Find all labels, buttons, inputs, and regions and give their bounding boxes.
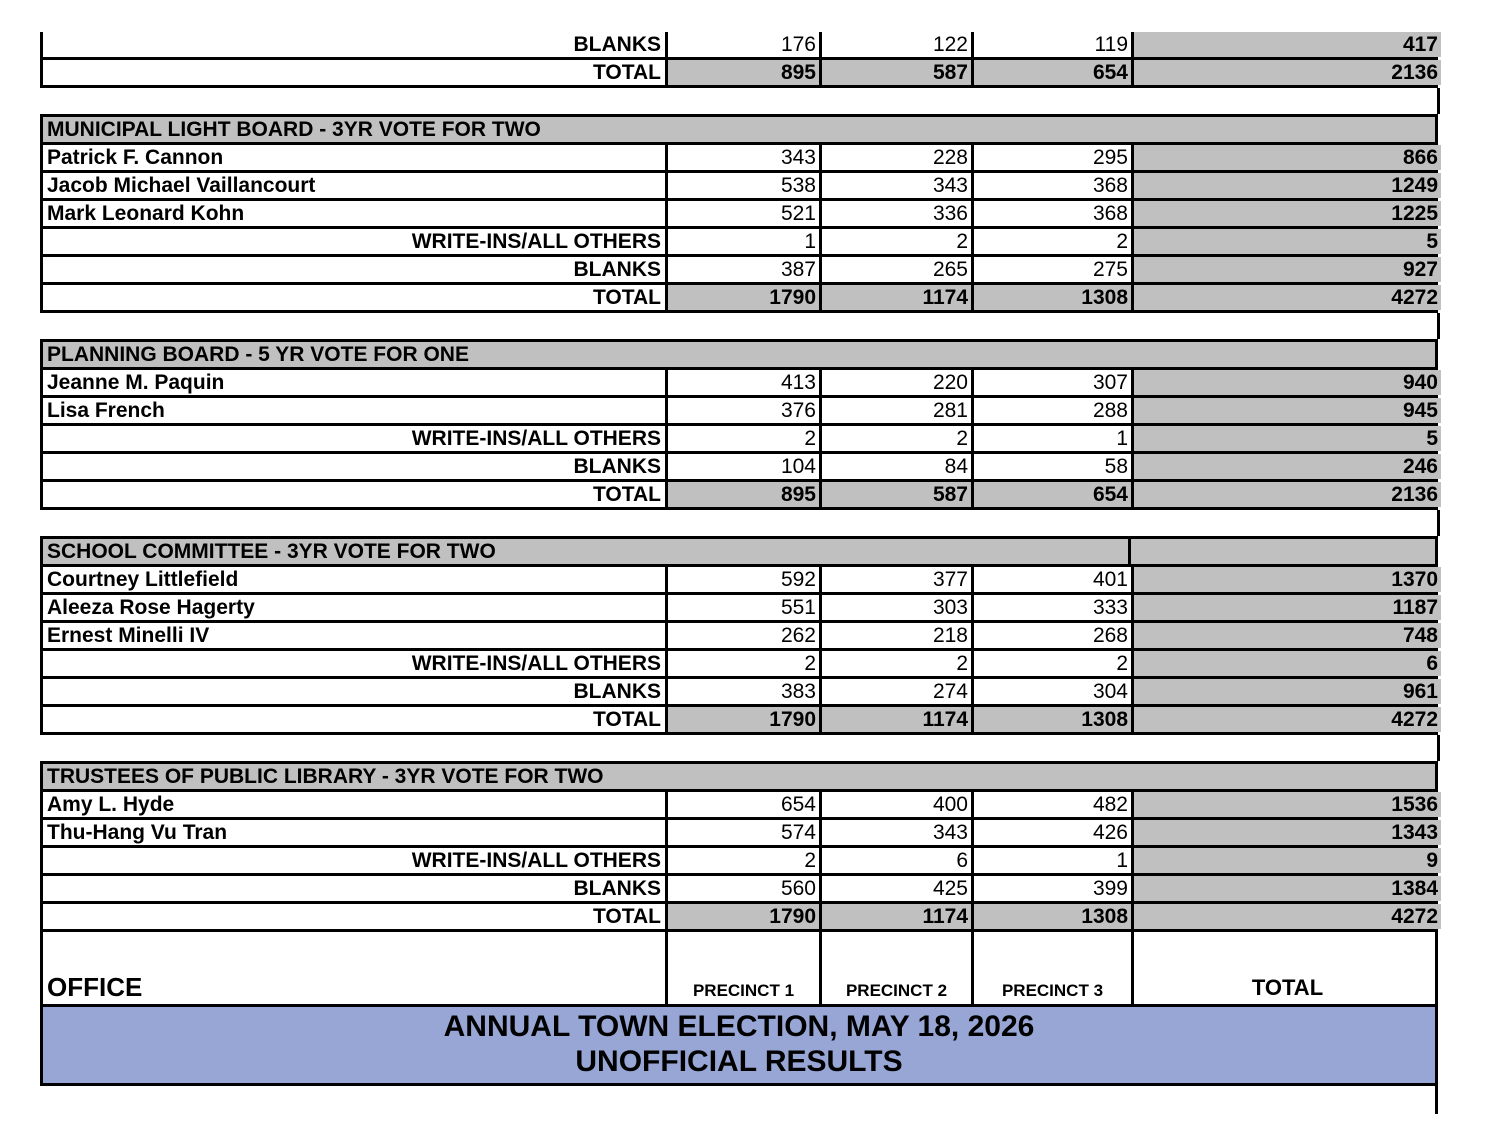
table-row xyxy=(40,257,1438,285)
precinct-3-value: 307 xyxy=(971,370,1131,395)
office-section xyxy=(40,339,1438,510)
section-title: MUNICIPAL LIGHT BOARD - 3YR VOTE FOR TWO xyxy=(40,114,1438,145)
precinct-1-value: 895 xyxy=(665,482,819,507)
precinct-1-value: 176 xyxy=(665,32,819,57)
table-row xyxy=(40,145,1438,173)
total-value: 417 xyxy=(1131,32,1441,57)
table-row xyxy=(40,595,1438,623)
precinct-2-value: 400 xyxy=(819,792,971,817)
section-title: PLANNING BOARD - 5 YR VOTE FOR ONE xyxy=(40,339,1438,370)
row-label: BLANKS xyxy=(573,33,661,56)
precinct-1-value: 1790 xyxy=(665,285,819,310)
row-label: BLANKS xyxy=(573,680,661,703)
precinct-3-header: PRECINCT 3 xyxy=(971,932,1131,1004)
precinct-2-value: 2 xyxy=(819,426,971,451)
total-value: 1370 xyxy=(1131,567,1441,592)
table-row xyxy=(40,848,1438,876)
precinct-2-value: 1174 xyxy=(819,707,971,732)
precinct-3-value: 1308 xyxy=(971,285,1131,310)
precinct-3-value: 1308 xyxy=(971,707,1131,732)
office-header: OFFICE xyxy=(47,972,143,1002)
precinct-1-value: 387 xyxy=(665,257,819,282)
precinct-2-value: 122 xyxy=(819,32,971,57)
row-label: WRITE-INS/ALL OTHERS xyxy=(411,427,661,450)
candidate-name: Amy L. Hyde xyxy=(47,793,175,816)
precinct-2-value: 218 xyxy=(819,623,971,648)
precinct-2-value: 228 xyxy=(819,145,971,170)
table-row xyxy=(40,370,1438,398)
table-row xyxy=(40,876,1438,904)
precinct-1-header: PRECINCT 1 xyxy=(665,932,819,1004)
precinct-2-value: 84 xyxy=(819,454,971,479)
section-gap xyxy=(40,735,1438,761)
total-value: 5 xyxy=(1131,229,1441,254)
precinct-2-value: 281 xyxy=(819,398,971,423)
results-sheet xyxy=(40,32,1438,1086)
precinct-1-value: 1 xyxy=(665,229,819,254)
candidate-name: Mark Leonard Kohn xyxy=(47,202,245,225)
office-section xyxy=(40,114,1438,313)
section-heading-total-cell xyxy=(1128,539,1438,564)
precinct-1-value: 2 xyxy=(665,426,819,451)
table-row xyxy=(40,426,1438,454)
section-gap xyxy=(40,88,1438,114)
total-value: 748 xyxy=(1131,623,1441,648)
total-value: 940 xyxy=(1131,370,1441,395)
precinct-1-value: 1790 xyxy=(665,904,819,929)
election-banner xyxy=(40,1007,1438,1086)
precinct-3-value: 333 xyxy=(971,595,1131,620)
precinct-2-value: 2 xyxy=(819,229,971,254)
banner-subtitle: UNOFFICIAL RESULTS xyxy=(575,1045,903,1078)
precinct-3-value: 268 xyxy=(971,623,1131,648)
precinct-3-value: 2 xyxy=(971,651,1131,676)
table-row xyxy=(40,651,1438,679)
candidate-name: Jacob Michael Vaillancourt xyxy=(47,174,316,197)
candidate-name: Courtney Littlefield xyxy=(47,568,239,591)
total-value: 1536 xyxy=(1131,792,1441,817)
precinct-3-value: 482 xyxy=(971,792,1131,817)
right-border-tail xyxy=(1435,1086,1438,1114)
row-label: WRITE-INS/ALL OTHERS xyxy=(411,849,661,872)
table-row xyxy=(40,679,1438,707)
total-label: TOTAL xyxy=(592,286,661,309)
office-section xyxy=(40,761,1438,932)
candidate-name: Ernest Minelli IV xyxy=(47,624,210,647)
precinct-2-value: 425 xyxy=(819,876,971,901)
precinct-3-value: 1 xyxy=(971,426,1131,451)
precinct-2-value: 343 xyxy=(819,820,971,845)
table-row xyxy=(40,229,1438,257)
precinct-1-value: 574 xyxy=(665,820,819,845)
precinct-2-header: PRECINCT 2 xyxy=(819,932,971,1004)
candidate-name: Lisa French xyxy=(47,399,165,422)
candidate-name: Patrick F. Cannon xyxy=(47,146,224,169)
precinct-2-value: 265 xyxy=(819,257,971,282)
precinct-3-value: 2 xyxy=(971,229,1131,254)
table-row xyxy=(40,623,1438,651)
total-label: TOTAL xyxy=(592,905,661,928)
precinct-2-value: 343 xyxy=(819,173,971,198)
precinct-3-value: 119 xyxy=(971,32,1131,57)
table-row xyxy=(40,792,1438,820)
precinct-1-value: 592 xyxy=(665,567,819,592)
column-header-row xyxy=(40,932,1438,1007)
total-label: TOTAL xyxy=(592,483,661,506)
table-row xyxy=(40,32,1438,60)
precinct-3-value: 304 xyxy=(971,679,1131,704)
precinct-3-value: 654 xyxy=(971,482,1131,507)
precinct-2-value: 336 xyxy=(819,201,971,226)
office-section xyxy=(40,536,1438,735)
precinct-2-value: 303 xyxy=(819,595,971,620)
precinct-2-value: 587 xyxy=(819,482,971,507)
precinct-3-value: 275 xyxy=(971,257,1131,282)
total-value: 9 xyxy=(1131,848,1441,873)
precinct-2-value: 274 xyxy=(819,679,971,704)
total-value: 945 xyxy=(1131,398,1441,423)
total-value: 1384 xyxy=(1131,876,1441,901)
precinct-3-value: 426 xyxy=(971,820,1131,845)
table-row xyxy=(40,820,1438,848)
precinct-1-value: 262 xyxy=(665,623,819,648)
table-row xyxy=(40,173,1438,201)
total-value: 5 xyxy=(1131,426,1441,451)
total-value: 961 xyxy=(1131,679,1441,704)
total-value: 2136 xyxy=(1131,482,1441,507)
precinct-1-value: 2 xyxy=(665,848,819,873)
total-value: 2136 xyxy=(1131,60,1441,85)
precinct-1-value: 895 xyxy=(665,60,819,85)
precinct-1-value: 538 xyxy=(665,173,819,198)
banner-title: ANNUAL TOWN ELECTION, MAY 18, 2026 xyxy=(443,1010,1035,1043)
table-row xyxy=(40,567,1438,595)
precinct-3-value: 295 xyxy=(971,145,1131,170)
precinct-1-value: 551 xyxy=(665,595,819,620)
candidate-name: Jeanne M. Paquin xyxy=(47,371,225,394)
precinct-2-value: 220 xyxy=(819,370,971,395)
row-label: BLANKS xyxy=(573,258,661,281)
row-label: BLANKS xyxy=(573,455,661,478)
precinct-1-value: 2 xyxy=(665,651,819,676)
total-value: 246 xyxy=(1131,454,1441,479)
total-value: 1187 xyxy=(1131,595,1441,620)
precinct-1-value: 413 xyxy=(665,370,819,395)
total-row xyxy=(40,285,1438,313)
precinct-3-value: 368 xyxy=(971,173,1131,198)
precinct-3-value: 401 xyxy=(971,567,1131,592)
total-row xyxy=(40,60,1438,88)
row-label: BLANKS xyxy=(573,877,661,900)
precinct-1-value: 560 xyxy=(665,876,819,901)
total-header: TOTAL xyxy=(1131,932,1441,1004)
precinct-3-value: 368 xyxy=(971,201,1131,226)
row-label: WRITE-INS/ALL OTHERS xyxy=(411,230,661,253)
total-label: TOTAL xyxy=(592,708,661,731)
precinct-2-value: 2 xyxy=(819,651,971,676)
precinct-2-value: 1174 xyxy=(819,904,971,929)
candidate-name: Aleeza Rose Hagerty xyxy=(47,596,255,619)
precinct-1-value: 383 xyxy=(665,679,819,704)
precinct-3-value: 288 xyxy=(971,398,1131,423)
total-value: 4272 xyxy=(1131,904,1441,929)
precinct-1-value: 521 xyxy=(665,201,819,226)
total-value: 1249 xyxy=(1131,173,1441,198)
precinct-1-value: 1790 xyxy=(665,707,819,732)
precinct-2-value: 6 xyxy=(819,848,971,873)
section-gap xyxy=(40,510,1438,536)
total-row xyxy=(40,904,1438,932)
total-value: 866 xyxy=(1131,145,1441,170)
table-row xyxy=(40,398,1438,426)
total-value: 4272 xyxy=(1131,707,1441,732)
total-value: 4272 xyxy=(1131,285,1441,310)
total-value: 927 xyxy=(1131,257,1441,282)
precinct-3-value: 399 xyxy=(971,876,1131,901)
candidate-name: Thu-Hang Vu Tran xyxy=(47,821,228,844)
precinct-3-value: 58 xyxy=(971,454,1131,479)
total-value: 1225 xyxy=(1131,201,1441,226)
section-title: TRUSTEES OF PUBLIC LIBRARY - 3YR VOTE FOR TWO xyxy=(40,761,1438,792)
row-label: WRITE-INS/ALL OTHERS xyxy=(411,652,661,675)
table-row xyxy=(40,201,1438,229)
total-row xyxy=(40,482,1438,510)
precinct-1-value: 376 xyxy=(665,398,819,423)
section-title: SCHOOL COMMITTEE - 3YR VOTE FOR TWO xyxy=(47,540,496,563)
precinct-1-value: 104 xyxy=(665,454,819,479)
total-value: 6 xyxy=(1131,651,1441,676)
section-gap xyxy=(40,313,1438,339)
precinct-2-value: 587 xyxy=(819,60,971,85)
precinct-3-value: 654 xyxy=(971,60,1131,85)
precinct-1-value: 343 xyxy=(665,145,819,170)
section-heading xyxy=(40,536,1438,567)
precinct-3-value: 1 xyxy=(971,848,1131,873)
table-row xyxy=(40,454,1438,482)
precinct-2-value: 377 xyxy=(819,567,971,592)
total-value: 1343 xyxy=(1131,820,1441,845)
total-row xyxy=(40,707,1438,735)
precinct-3-value: 1308 xyxy=(971,904,1131,929)
precinct-1-value: 654 xyxy=(665,792,819,817)
precinct-2-value: 1174 xyxy=(819,285,971,310)
total-label: TOTAL xyxy=(592,61,661,84)
